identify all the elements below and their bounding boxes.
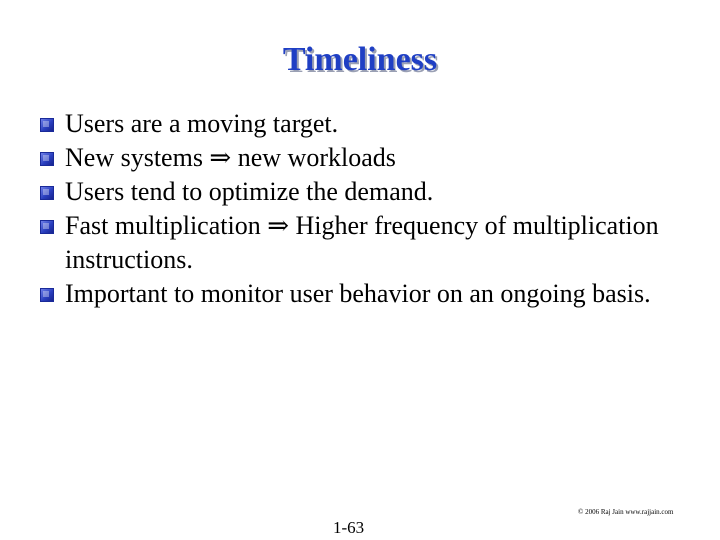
bullet-text: New systems ⇒ new workloads bbox=[65, 143, 396, 172]
bullet-item bbox=[40, 107, 680, 141]
bullet-item bbox=[40, 277, 680, 311]
bullet-list bbox=[40, 107, 680, 311]
bullet-item bbox=[40, 209, 680, 277]
bullet-item bbox=[40, 141, 680, 175]
square-bullet-icon bbox=[40, 118, 54, 132]
bullet-text: Users are a moving target. bbox=[65, 109, 339, 138]
slide-title: Timeliness bbox=[282, 41, 438, 78]
square-bullet-icon bbox=[40, 186, 54, 200]
square-bullet-icon bbox=[40, 288, 54, 302]
page-number: 1-63 bbox=[333, 518, 365, 537]
square-bullet-icon bbox=[40, 152, 54, 166]
copyright-notice: © 2006 Raj Jain www.rajjain.com bbox=[578, 508, 674, 516]
square-bullet-icon bbox=[40, 220, 54, 234]
bullet-item bbox=[40, 175, 680, 209]
bullet-text: Important to monitor user behavior on an ongoing basis. bbox=[65, 279, 651, 308]
bullet-text: Fast multiplication ⇒ Higher frequency of multiplication instructions. bbox=[65, 211, 659, 274]
bullet-text: Users tend to optimize the demand. bbox=[65, 177, 434, 206]
